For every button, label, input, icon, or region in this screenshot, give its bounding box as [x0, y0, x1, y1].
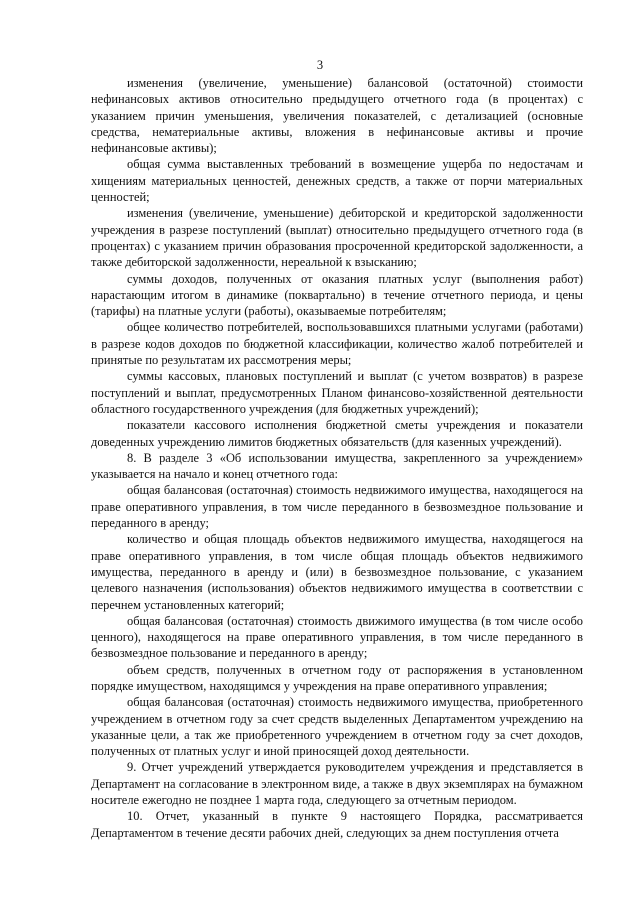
paragraph-real-estate-area: количество и общая площадь объектов недвижимого имущества, находящегося на праве оперативного управления, в том числе общая площадь объектов недвижимого имущества, переданного в аренду и (или) в безвозмездное пользование, с указанием целевого назначения (использования) объектов недвижимого имущества в соответствии с перечнем установленных категорий; — [91, 532, 583, 612]
paragraph-movable-property: общая балансовая (остаточная) стоимость движимого имущества (в том числе особо ценного), находящегося на праве оперативного управления, в том числе переданного в безвозмездное пользование и переданного в аренду; — [91, 613, 583, 661]
paragraph-nonfinancial-assets: изменения (увеличение, уменьшение) балансовой (остаточной) стоимости нефинансовых активов относительно предыдущего отчетного года (в процентах) с указанием причин уменьшения, увеличения показателей, с детализацией (основные средства, нематериальные активы, вложения в нефинансовые активы и прочие нефинансовые активы); — [91, 76, 583, 156]
paragraph-real-estate-value: общая балансовая (остаточная) стоимость недвижимого имущества, находящегося на праве оперативного управления, в том числе переданного в безвозмездное пользование и переданного в аренду; — [91, 483, 583, 531]
paragraph-disposal-funds: объем средств, полученных в отчетном году от распоряжения в установленном порядке имуществом, находящимся у учреждения на праве оперативного управления; — [91, 662, 583, 693]
paragraph-damage-claims: общая сумма выставленных требований в возмещение ущерба по недостачам и хищениям материальных ценностей, денежных средств, а также от порчи материальных ценностей; — [91, 157, 583, 205]
paragraph-budget-execution: показатели кассового исполнения бюджетной сметы учреждения и показатели доведенных учреждению лимитов бюджетных обязательств (для казенных учреждений). — [91, 418, 583, 449]
paragraph-cash-receipts: суммы кассовых, плановых поступлений и выплат (с учетом возвратов) в разрезе поступлений и выплат, предусмотренных Планом финансово-хозяйственной деятельности областного государственного учреждения (для бюджетных учреждений); — [91, 369, 583, 416]
page-number: 3 — [316, 58, 324, 72]
paragraph-acquired-property: общая балансовая (остаточная) стоимость недвижимого имущества, приобретенного учреждением в отчетном году за счет средств выделенных Департаментом учреждению на указанные цели, а так же приобретенного учреждением в отчетном году за счет доходов, полученных от платных услуг и иной приносящей доход деятельности. — [91, 695, 583, 759]
paragraph-section-9: 9. Отчет учреждений утверждается руководителем учреждения и представляется в Департамент на согласование в электронном виде, а также в двух экземплярах на бумажном носителе ежегодно не позднее 1 марта года, следующего за отчетным периодом. — [91, 760, 583, 808]
document-body — [91, 75, 583, 841]
paragraph-paid-services-income: суммы доходов, полученных от оказания платных услуг (выполнения работ) нарастающим итогом в динамике (поквартально) в течение отчетного периода, и цены (тарифы) на платные услуги (работы), оказываемые потребителям; — [91, 271, 583, 319]
paragraph-section-8: 8. В разделе 3 «Об использовании имущества, закрепленного за учреждением» указывается на начало и конец отчетного года: — [91, 450, 583, 482]
paragraph-consumers-count: общее количество потребителей, воспользовавшихся платными услугами (работами) в разрезе кодов доходов по бюджетной классификации, количество жалоб потребителей и принятые по результатам их рассмотрения меры; — [91, 320, 583, 368]
paragraph-receivables-payables: изменения (увеличение, уменьшение) дебиторской и кредиторской задолженности учреждения в разрезе поступлений (выплат) относительно предыдущего отчетного года (в процентах) с указанием причин образования просроченной кредиторской задолженности, а также дебиторской задолженности, нереальной к взысканию; — [91, 206, 583, 270]
paragraph-section-10: 10. Отчет, указанный в пункте 9 настоящего Порядка, рассматривается Департаментом в течение десяти рабочих дней, следующих за днем поступления отчета — [91, 809, 583, 840]
